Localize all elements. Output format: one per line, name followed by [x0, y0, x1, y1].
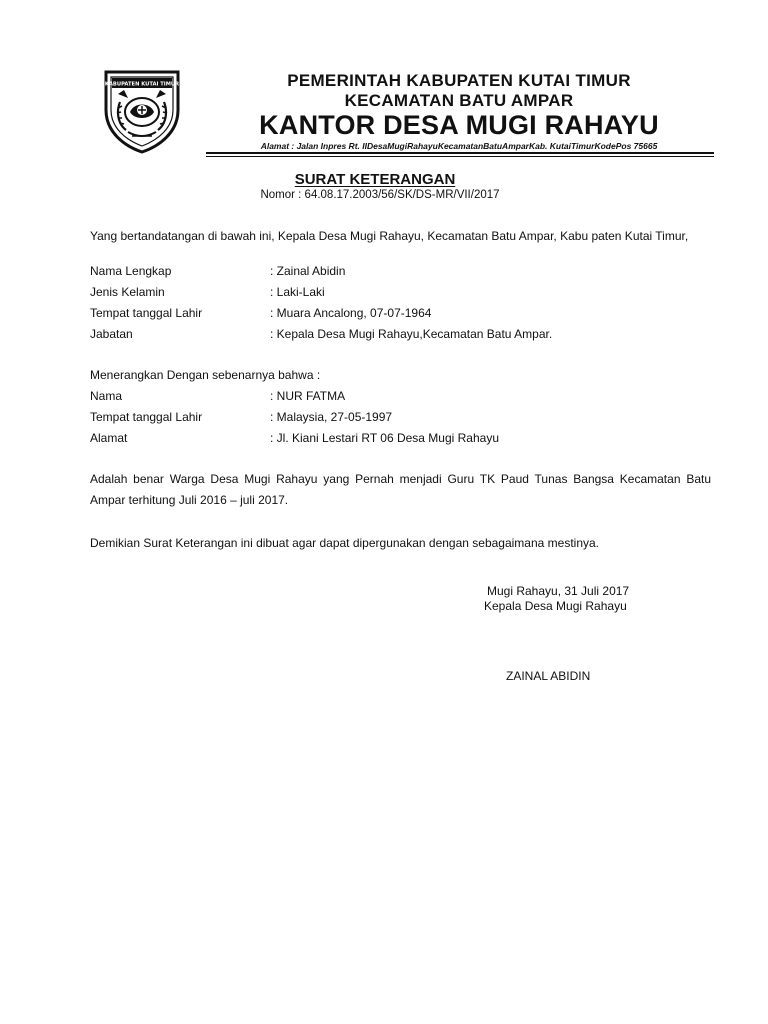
signer-name-label: Nama Lengkap	[90, 264, 172, 278]
subject-birth-value: : Malaysia, 27-05-1997	[270, 410, 393, 424]
statement-intro: Menerangkan Dengan sebenarnya bahwa :	[90, 368, 321, 382]
subject-address-label: Alamat	[90, 431, 128, 445]
regency-coat-of-arms-icon	[100, 66, 184, 154]
letterhead-office-title: KANTOR DESA MUGI RAHAYU	[259, 110, 659, 140]
subject-address-value: : Jl. Kiani Lestari RT 06 Desa Mugi Rahayu	[270, 431, 500, 445]
signer-gender-value: : Laki-Laki	[270, 285, 325, 299]
signer-position-label: Jabatan	[90, 327, 133, 341]
letterhead-divider-thin	[206, 156, 714, 157]
logo-text: KABUPATEN KUTAI TIMUR	[104, 81, 180, 88]
document-number: Nomor : 64.08.17.2003/56/SK/DS-MR/VII/2017	[260, 189, 500, 201]
intro-paragraph: Yang bertandatangan di bawah ini, Kepala Desa Mugi Rahayu, Kecamatan Batu Ampar, Kabu paten Kutai Timur,	[90, 229, 689, 243]
signer-birth-value: : Muara Ancalong, 07-07-1964	[270, 306, 432, 320]
document-title	[240, 171, 510, 188]
letterhead-district-line: KECAMATAN BATU AMPAR	[344, 91, 574, 110]
signer-birth-label: Tempat tanggal Lahir	[90, 306, 203, 320]
signature-position: Kepala Desa Mugi Rahayu	[484, 599, 627, 613]
subject-name-value: : NUR FATMA	[270, 389, 346, 403]
statement-paragraph: Adalah benar Warga Desa Mugi Rahayu yang Pernah menjadi Guru TK Paud Tunas Bangsa Kecamatan Batu Ampar terhitung Juli 2016 – juli 2017.	[90, 472, 711, 507]
document-title-text: SURAT KETERANGAN	[294, 171, 456, 188]
signature-name: ZAINAL ABIDIN	[506, 669, 591, 683]
letterhead-address: Alamat : Jalan Inpres Rt. IIDesaMugiRahayuKecamatanBatuAmparKab. KutaiTimurKodePos 75665	[260, 141, 658, 151]
letterhead-government-line: PEMERINTAH KABUPATEN KUTAI TIMUR	[287, 71, 631, 90]
closing-paragraph: Demikian Surat Keterangan ini dibuat agar dapat dipergunakan dengan sebagaimana mestinya.	[90, 536, 600, 550]
signature-place-date: Mugi Rahayu, 31 Juli 2017	[487, 584, 630, 598]
signer-name-value: : Zainal Abidin	[270, 264, 346, 278]
subject-name-label: Nama	[90, 389, 123, 403]
signer-gender-label: Jenis Kelamin	[90, 285, 165, 299]
signer-position-value: : Kepala Desa Mugi Rahayu,Kecamatan Batu Ampar.	[270, 327, 553, 341]
letterhead-divider-thick	[206, 152, 714, 154]
subject-birth-label: Tempat tanggal Lahir	[90, 410, 203, 424]
